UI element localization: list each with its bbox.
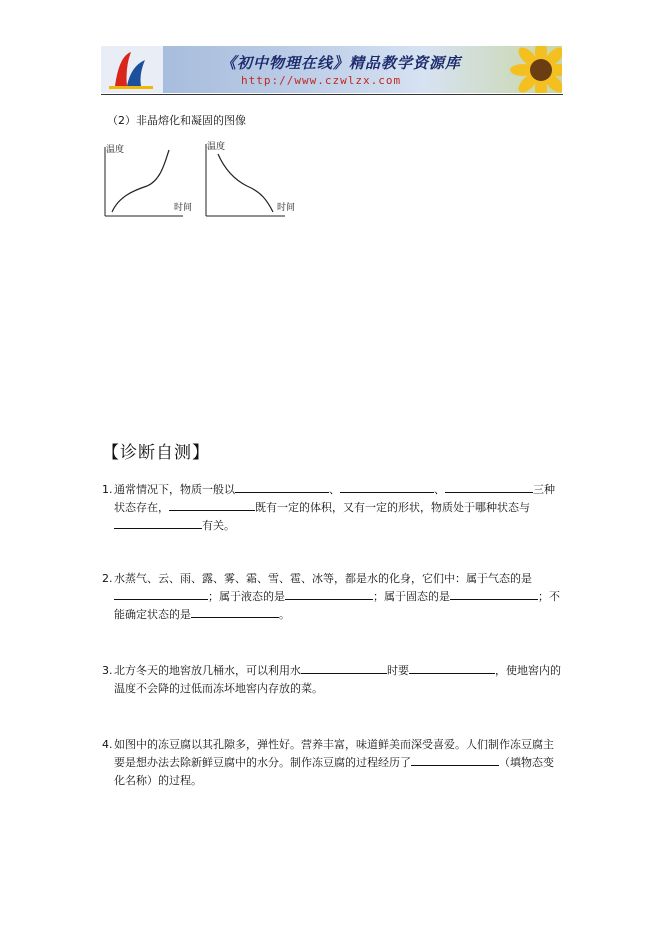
- answer-blank[interactable]: [114, 589, 208, 600]
- question-text: 既有一定的体积，又有一定的形状，物质处于哪种状态与: [255, 501, 530, 514]
- answer-blank[interactable]: [235, 482, 329, 493]
- question-text: 。: [279, 608, 290, 621]
- graph-subheading: （2）非晶熔化和凝固的图像: [107, 114, 246, 127]
- question-number: 1.: [102, 483, 113, 496]
- question-text: 水蒸气、云、雨、露、雾、霜、雪、雹、冰等，都是水的化身，它们中：属于气态的是: [114, 572, 532, 585]
- question-text: （填物态变化名称）的过程。: [114, 756, 554, 787]
- header-rule: [101, 94, 563, 95]
- answer-blank[interactable]: [445, 482, 533, 493]
- graph2-xlabel: 时间: [277, 203, 296, 213]
- answer-blank[interactable]: [191, 607, 279, 618]
- graphs-area: [95, 140, 305, 226]
- question-1: [102, 481, 564, 535]
- question-text: 三种状态存在，: [114, 483, 555, 514]
- solidifying-graph: [206, 140, 295, 216]
- question-text: 、: [434, 483, 445, 496]
- question-number: 2.: [102, 572, 113, 585]
- graph1-xlabel: 时间: [174, 203, 193, 213]
- answer-blank[interactable]: [340, 482, 434, 493]
- header-banner: [101, 46, 562, 93]
- graph1-ylabel: 温度: [106, 145, 125, 155]
- banner-title: 《初中物理在线》精品教学资源库: [221, 54, 462, 72]
- question-text: 时要: [387, 664, 409, 677]
- melting-graph: [105, 143, 192, 216]
- banner-url: http://www.czwlzx.com: [241, 74, 402, 87]
- question-text: ；属于固态的是: [373, 590, 450, 603]
- section-title: 【诊断自测】: [102, 443, 210, 463]
- question-text: 北方冬天的地窖放几桶水，可以利用水: [114, 664, 301, 677]
- answer-blank[interactable]: [301, 663, 387, 674]
- answer-blank[interactable]: [409, 663, 495, 674]
- question-text: 有关。: [202, 519, 235, 532]
- question-number: 4.: [102, 738, 113, 751]
- answer-blank[interactable]: [450, 589, 538, 600]
- question-text: 通常情况下，物质一般以: [114, 483, 235, 496]
- answer-blank[interactable]: [114, 518, 202, 529]
- question-text: ；不能确定状态的是: [114, 590, 560, 621]
- answer-blank[interactable]: [411, 755, 499, 766]
- sunflower-icon: [506, 46, 562, 93]
- question-number: 3.: [102, 664, 113, 677]
- logo: [101, 46, 163, 93]
- question-text: 如图中的冻豆腐以其孔隙多，弹性好。营养丰富，味道鲜美而深受喜爱。人们制作冻豆腐主要是想办法去除新鲜豆腐中的水分。制作冻豆腐的过程经历了: [114, 738, 554, 769]
- question-text: ；属于液态的是: [208, 590, 285, 603]
- question-3: [102, 662, 564, 698]
- question-4: [102, 736, 564, 790]
- answer-blank[interactable]: [285, 589, 373, 600]
- answer-blank[interactable]: [169, 500, 255, 511]
- question-text: 、: [329, 483, 340, 496]
- question-text: ，使地窖内的温度不会降的过低而冻坏地窖内存放的菜。: [114, 664, 561, 695]
- question-2: [102, 570, 564, 624]
- graph2-ylabel: 温度: [207, 142, 226, 152]
